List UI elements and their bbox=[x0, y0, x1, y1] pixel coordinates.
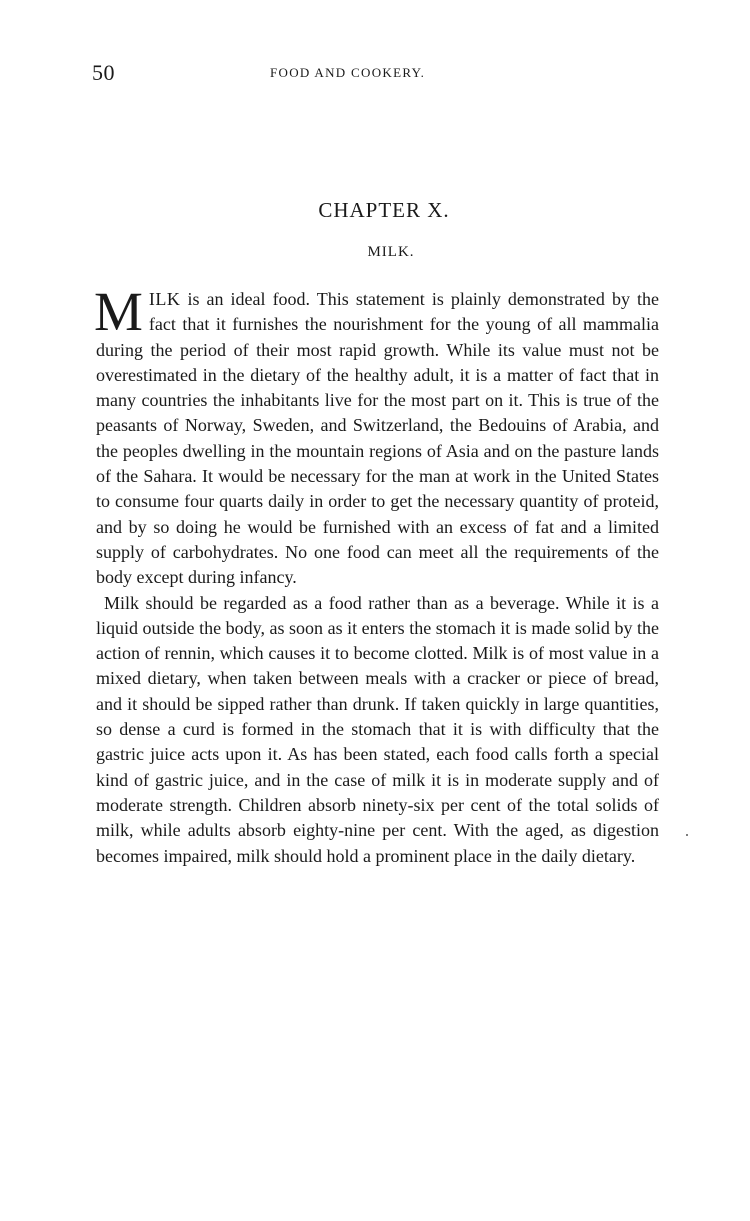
page-number: 50 bbox=[92, 60, 115, 85]
paragraph-1 bbox=[94, 281, 659, 591]
paragraph-2 bbox=[96, 591, 659, 869]
section-title: MILK. bbox=[367, 244, 415, 260]
paragraph-1-text: is an ideal food. This statement is plainly demonstrated by the fact that it furnishes the nourishment for the young of all mammalia during the period of their most rapid growth. While its value must not be overestimated in the dietary of the healthy adult, it is a matter of fact that in many countries the inhabitants live for the most part on it. This is true of the peasants of Norway, Sweden, and Switzerland, the Bedouins of Arabia, and the peoples dwelling in the mountain regions of Asia and on the pasture lands of the Sahara. It would be necessary for the man at work in the United States to consume four quarts daily in order to get the necessary quantity of proteid, and by so doing he would be furnished with an excess of fat and a limited supply of carbohydrates. No one food can meet all the requirements of the body except during infancy. bbox=[96, 289, 659, 588]
opening-word: ILK bbox=[148, 289, 181, 309]
paragraph-2-text: Milk should be regarded as a food rather than as a beverage. While it is a liquid outside the body, as soon as it enters the stomach it is made solid by the action of rennin, which causes it to become clotted. Milk is of most value in a mixed dietary, when taken between meals with a cracker or piece of bread, and it should be sipped rather than drunk. If taken quickly in large quantities, so dense a curd is formed in the stomach that it is with difficulty that the gastric juice acts upon it. As has been stated, each food calls forth a special kind of gastric juice, and in the case of milk it is in moderate supply and of moderate strength. Children absorb ninety-six per cent of the total solids of milk, while adults absorb eighty-nine per cent. With the aged, as digestion becomes impaired, milk should hold a prominent place in the daily dietary. bbox=[96, 592, 659, 866]
body-text bbox=[94, 281, 659, 869]
drop-cap: M bbox=[94, 281, 143, 342]
running-title: FOOD AND COOKERY. bbox=[270, 65, 426, 80]
print-speck bbox=[686, 834, 688, 836]
chapter-title: CHAPTER X. bbox=[318, 198, 450, 222]
running-head bbox=[92, 60, 662, 90]
